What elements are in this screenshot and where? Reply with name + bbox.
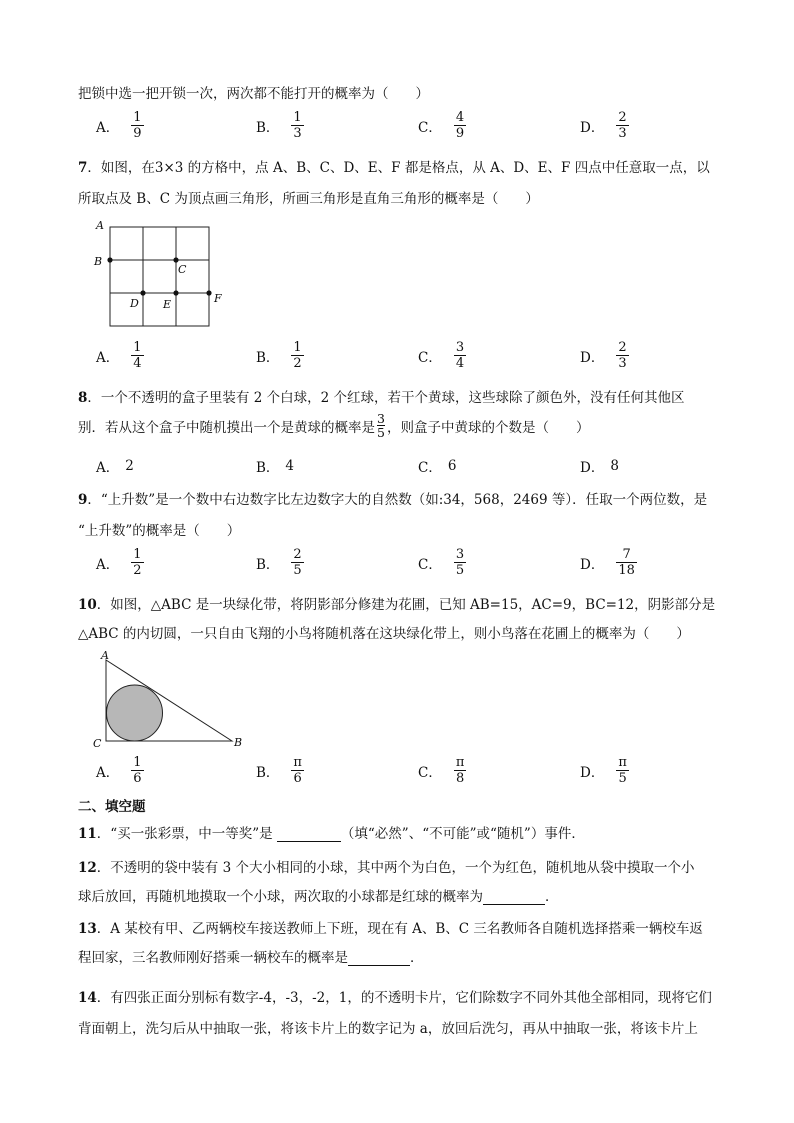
q11-answer-blank[interactable] [277,841,341,842]
fraction-denominator: 4 [133,356,142,371]
option-value: 4 [285,458,295,474]
q8-inline-fraction [377,412,385,439]
incircle [107,685,163,741]
q6-option-d[interactable] [580,110,629,141]
fraction-numerator: 1 [133,755,142,770]
q13-text2a: 程回家，三名教师刚好搭乘一辆校车的概率是 [78,950,348,966]
q12-line1 [78,856,694,876]
fraction-numerator: π [618,755,627,770]
fraction-numerator: 1 [293,110,302,125]
point-b-dot [107,257,112,262]
option-label: D． [580,556,605,573]
fraction-denominator: 9 [133,126,142,141]
option-label: A． [96,556,120,573]
label-c: C [93,737,102,750]
fraction-denominator: 5 [455,563,465,578]
q7-option-c[interactable] [418,340,466,371]
q13-text2b: ． [410,950,424,966]
q10-option-b[interactable] [256,755,304,786]
q8-line1 [78,386,684,406]
option-label: D． [580,764,605,781]
q7-grid-figure [88,214,228,334]
q10-option-c[interactable] [418,755,466,786]
fraction-denominator: 9 [455,126,465,141]
q10-text1: ．如图，△ABC 是一块绿化带，将阴影部分修建为花圃，已知 AB=15，AC=9，BC=12，阴影部分是 [96,597,716,613]
option-fraction [616,547,637,578]
option-label: C． [418,556,442,573]
q8-option-b[interactable] [256,456,294,476]
option-label: A． [96,119,120,136]
fraction-denominator: 6 [293,771,302,786]
q7-option-d[interactable] [580,340,629,371]
q8-text1: ．一个不透明的盒子里装有 2 个白球，2 个红球，若干个黄球，这些球除了颜色外，没有任何其他区 [87,390,685,406]
fraction-denominator: 2 [133,563,142,578]
option-fraction [131,547,143,578]
label-d: D [130,297,139,310]
q14-line2: 背面朝上，洗匀后从中抽取一张，将该卡片上的数字记为 a，放回后洗匀，再从中抽取一张，将该卡片上 [78,1021,698,1037]
fraction-numerator: 3 [455,547,465,562]
q12-text2b: ． [545,889,559,905]
q7-line2: 所取点及 B、C 为顶点画三角形，所画三角形是直角三角形的概率是（ ） [78,191,539,207]
q9-option-b[interactable] [256,547,304,578]
q13-text1: ．A 某校有甲、乙两辆校车接送教师上下班，现在有 A、B、C 三名教师各自随机选择搭乘一辆校车返 [96,921,703,937]
q9-number: 9 [78,492,88,508]
q7-option-a[interactable] [96,340,144,371]
fraction-numerator: 7 [622,547,631,562]
q9-option-a[interactable] [96,547,144,578]
q10-line2: △ABC 的内切圆，一只自由飞翔的小鸟将随机落在这块绿化带上，则小鸟落在花圃上的概率为（ ） [78,626,690,642]
q14-number: 14 [78,990,97,1006]
option-fraction [291,340,303,371]
option-label: A． [96,460,120,476]
q8-inline-num: 3 [377,411,385,426]
option-label: A． [96,349,120,366]
q13-answer-blank[interactable] [348,965,410,966]
q14-line1 [78,986,712,1006]
q8-line2 [78,412,590,439]
label-b: B [234,736,243,749]
q7-number: 7 [78,160,88,176]
q7-option-b[interactable] [256,340,304,371]
q13-number: 13 [78,921,97,937]
option-fraction [454,755,467,786]
option-fraction [291,110,303,141]
option-fraction [616,340,628,371]
q10-number: 10 [78,597,97,613]
q8-option-a[interactable] [96,456,134,476]
fraction-numerator: 1 [133,110,142,125]
option-label: C． [418,460,442,476]
option-label: B． [256,119,280,136]
q8-inline-den: 5 [377,425,385,440]
label-b: B [94,255,103,268]
option-fraction [131,110,143,141]
q13-line2 [78,946,424,966]
option-fraction [291,755,304,786]
q10-option-a[interactable] [96,755,144,786]
q11-text-a: ．“买一张彩票，中一等奖”是 [96,826,277,842]
fraction-denominator: 5 [293,563,302,578]
fraction-numerator: 2 [618,340,627,355]
label-c: C [178,263,187,276]
q7-line1 [78,156,710,176]
fraction-denominator: 2 [293,356,302,371]
label-f: F [214,292,222,305]
option-fraction [454,110,466,141]
fraction-denominator: 4 [455,356,465,371]
q6-option-c[interactable] [418,110,466,141]
option-label: C． [418,349,442,366]
q8-number: 8 [78,390,88,406]
point-f-dot [206,290,211,295]
fraction-numerator: π [293,755,302,770]
q9-line2: “上升数”的概率是（ ） [78,523,241,539]
option-fraction [131,755,143,786]
q6-option-b[interactable] [256,110,304,141]
q12-line2 [78,885,559,905]
fraction-denominator: 18 [618,563,635,578]
section2-title: 二、填空题 [78,799,146,815]
q8-option-c[interactable] [418,456,456,476]
option-fraction [616,110,628,141]
fraction-numerator: 1 [133,340,142,355]
fraction-denominator: 3 [618,356,627,371]
point-e-dot [173,290,178,295]
q6-option-a[interactable] [96,110,144,141]
option-fraction [291,547,303,578]
label-a: A [101,649,109,662]
option-value: 6 [447,458,457,474]
option-label: B． [256,556,280,573]
option-label: C． [418,764,442,781]
q9-option-c[interactable] [418,547,466,578]
q14-text1: ．有四张正面分别标有数字-4，-3，-2，1，的不透明卡片，它们除数字不同外其他全部相同，现将它们 [96,990,712,1006]
q12-text2a: 球后放回，再随机地摸取一个小球，两次取的小球都是红球的概率为 [78,889,483,905]
option-label: B． [256,460,280,476]
option-fraction [454,340,466,371]
option-label: A． [96,764,120,781]
label-e: E [163,298,172,311]
q11-number: 11 [78,826,97,842]
fraction-denominator: 5 [618,771,627,786]
q12-text1: ．不透明的袋中装有 3 个大小相同的小球，其中两个为白色，一个为红色，随机地从袋中摸取一个小 [96,860,695,876]
q8-option-d[interactable] [580,456,619,476]
q11-line [78,822,585,842]
point-c-dot [173,257,178,262]
option-value: 8 [610,458,619,474]
q12-number: 12 [78,860,97,876]
option-fraction [454,547,466,578]
fraction-numerator: 2 [293,547,302,562]
option-label: D． [580,119,605,136]
q13-line1 [78,917,703,937]
q8-text2a: 别．若从这个盒子中随机摸出一个是黄球的概率是 [78,419,375,436]
q9-text1: ．“上升数”是一个数中右边数字比左边数字大的自然数（如:34，568，2469 等）．任取一个两位数，是 [87,492,708,508]
q10-line1 [78,593,715,613]
q12-answer-blank[interactable] [483,904,545,905]
fraction-denominator: 3 [293,126,302,141]
q6-stem-tail: 把锁中选一把开锁一次，两次都不能打开的概率为（ ） [78,86,429,102]
option-value: 2 [125,458,134,474]
fraction-numerator: 3 [455,340,465,355]
option-label: B． [256,764,280,781]
option-label: D． [580,349,605,366]
point-d-dot [140,290,145,295]
fraction-denominator: 8 [455,771,465,786]
q10-triangle-figure [88,648,258,752]
q8-text2b: ，则盒子中黄球的个数是（ ） [387,419,590,436]
q9-line1 [78,488,707,508]
fraction-numerator: 2 [618,110,627,125]
option-fraction [131,340,143,371]
q10-option-d[interactable] [580,755,629,786]
q11-text-b: （填“必然”、“不可能”或“随机”）事件． [340,826,585,842]
fraction-numerator: 4 [455,110,465,125]
fraction-numerator: π [455,755,465,770]
fraction-numerator: 1 [293,340,302,355]
label-a: A [96,219,104,232]
fraction-numerator: 1 [133,547,142,562]
q7-text1: ．如图，在3×3 的方格中，点 A、B、C、D、E、F 都是格点，从 A、D、E、F 四点中任意取一点，以 [87,160,710,176]
option-label: C． [418,119,442,136]
q9-option-d[interactable] [580,547,637,578]
option-fraction [616,755,629,786]
option-label: B． [256,349,280,366]
fraction-denominator: 6 [133,771,142,786]
option-label: D． [580,460,605,476]
fraction-denominator: 3 [618,126,627,141]
